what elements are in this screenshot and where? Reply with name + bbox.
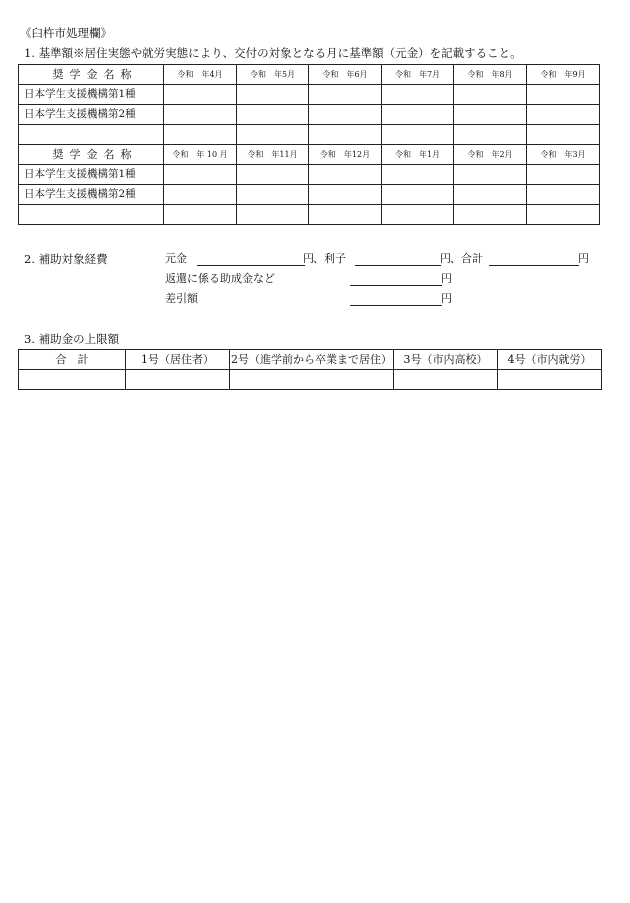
amount-cell[interactable] — [382, 185, 454, 205]
table-row — [19, 125, 600, 145]
amount-cell[interactable] — [309, 105, 382, 125]
amount-cell[interactable] — [237, 205, 309, 225]
scholarship-name-header: 奨学金名称 — [19, 65, 164, 85]
table-header-row — [19, 65, 600, 85]
principal-label: 元金 — [165, 252, 187, 265]
category2-header: 2号（進学前から卒業まで居住） — [230, 350, 394, 370]
amount-cell[interactable] — [527, 85, 600, 105]
month-header: 令和 年4月 — [164, 65, 237, 85]
amount-cell[interactable] — [164, 85, 237, 105]
amount-cell[interactable] — [164, 165, 237, 185]
table-header-row — [19, 145, 600, 165]
table-header-row — [19, 350, 602, 370]
amount-cell[interactable] — [164, 185, 237, 205]
row-label: 日本学生支援機構第2種 — [19, 185, 164, 205]
amount-cell[interactable] — [527, 165, 600, 185]
principal-field[interactable] — [197, 265, 305, 266]
amount-cell[interactable] — [230, 370, 394, 390]
month-header: 令和 年11月 — [237, 145, 309, 165]
amount-cell[interactable] — [454, 125, 527, 145]
table-row — [19, 85, 600, 105]
category3-header: 3号（市内高校） — [394, 350, 498, 370]
yen-unit: 円 — [441, 292, 452, 305]
section1-title: 1. 基準額※居住実態や就労実態により、交付の対象となる月に基準額（元金）を記載すること。 — [24, 46, 522, 60]
row-label[interactable] — [19, 125, 164, 145]
month-header: 令和 年5月 — [237, 65, 309, 85]
table-row — [19, 165, 600, 185]
month-header: 令和 年2月 — [454, 145, 527, 165]
amount-cell[interactable] — [309, 165, 382, 185]
row-label[interactable] — [19, 205, 164, 225]
month-header: 令和 年12月 — [309, 145, 382, 165]
amount-cell[interactable] — [527, 125, 600, 145]
amount-cell[interactable] — [454, 85, 527, 105]
amount-cell[interactable] — [454, 185, 527, 205]
amount-cell[interactable] — [498, 370, 602, 390]
total-label: 、合計 — [450, 252, 483, 265]
yen-unit: 円 — [441, 272, 452, 285]
page-title: 《臼杵市処理欄》 — [20, 26, 112, 40]
repayment-field[interactable] — [350, 285, 442, 286]
amount-cell[interactable] — [237, 125, 309, 145]
amount-cell[interactable] — [309, 125, 382, 145]
amount-cell[interactable] — [126, 370, 230, 390]
amount-cell[interactable] — [382, 205, 454, 225]
table-row — [19, 105, 600, 125]
subsidy-limit-table — [18, 349, 602, 390]
amount-cell[interactable] — [237, 185, 309, 205]
amount-cell[interactable] — [164, 105, 237, 125]
amount-cell[interactable] — [309, 205, 382, 225]
table-row — [19, 205, 600, 225]
amount-cell[interactable] — [237, 105, 309, 125]
amount-cell[interactable] — [382, 85, 454, 105]
amount-cell[interactable] — [527, 185, 600, 205]
net-amount-label: 差引額 — [165, 292, 198, 305]
amount-cell[interactable] — [382, 165, 454, 185]
section3-title: 3. 補助金の上限額 — [24, 332, 120, 346]
amount-cell[interactable] — [527, 205, 600, 225]
total-field[interactable] — [489, 265, 579, 266]
month-header: 令和 年 10 月 — [164, 145, 237, 165]
amount-cell[interactable] — [164, 205, 237, 225]
scholarship-name-header: 奨学金名称 — [19, 145, 164, 165]
net-amount-field[interactable] — [350, 305, 442, 306]
amount-cell[interactable] — [382, 125, 454, 145]
base-amount-table — [18, 64, 600, 225]
amount-cell[interactable] — [164, 125, 237, 145]
yen-unit: 円 — [440, 252, 451, 265]
amount-cell[interactable] — [454, 105, 527, 125]
row-label: 日本学生支援機構第1種 — [19, 165, 164, 185]
repayment-label: 返還に係る助成金など — [165, 272, 275, 285]
section2-title: 2. 補助対象経費 — [24, 252, 108, 266]
amount-cell[interactable] — [394, 370, 498, 390]
table-row — [19, 370, 602, 390]
total-header: 合 計 — [19, 350, 126, 370]
row-label: 日本学生支援機構第2種 — [19, 105, 164, 125]
amount-cell[interactable] — [309, 85, 382, 105]
amount-cell[interactable] — [237, 85, 309, 105]
row-label: 日本学生支援機構第1種 — [19, 85, 164, 105]
amount-cell[interactable] — [527, 105, 600, 125]
amount-cell[interactable] — [237, 165, 309, 185]
yen-unit: 円 — [303, 252, 314, 265]
amount-cell[interactable] — [382, 105, 454, 125]
interest-field[interactable] — [355, 265, 441, 266]
category1-header: 1号（居住者） — [126, 350, 230, 370]
month-header: 令和 年8月 — [454, 65, 527, 85]
amount-cell[interactable] — [309, 185, 382, 205]
interest-label: 、利子 — [313, 252, 346, 265]
amount-cell[interactable] — [19, 370, 126, 390]
month-header: 令和 年7月 — [382, 65, 454, 85]
table-row — [19, 185, 600, 205]
amount-cell[interactable] — [454, 205, 527, 225]
month-header: 令和 年3月 — [527, 145, 600, 165]
yen-unit: 円 — [578, 252, 589, 265]
month-header: 令和 年1月 — [382, 145, 454, 165]
month-header: 令和 年6月 — [309, 65, 382, 85]
category4-header: 4号（市内就労） — [498, 350, 602, 370]
amount-cell[interactable] — [454, 165, 527, 185]
month-header: 令和 年9月 — [527, 65, 600, 85]
